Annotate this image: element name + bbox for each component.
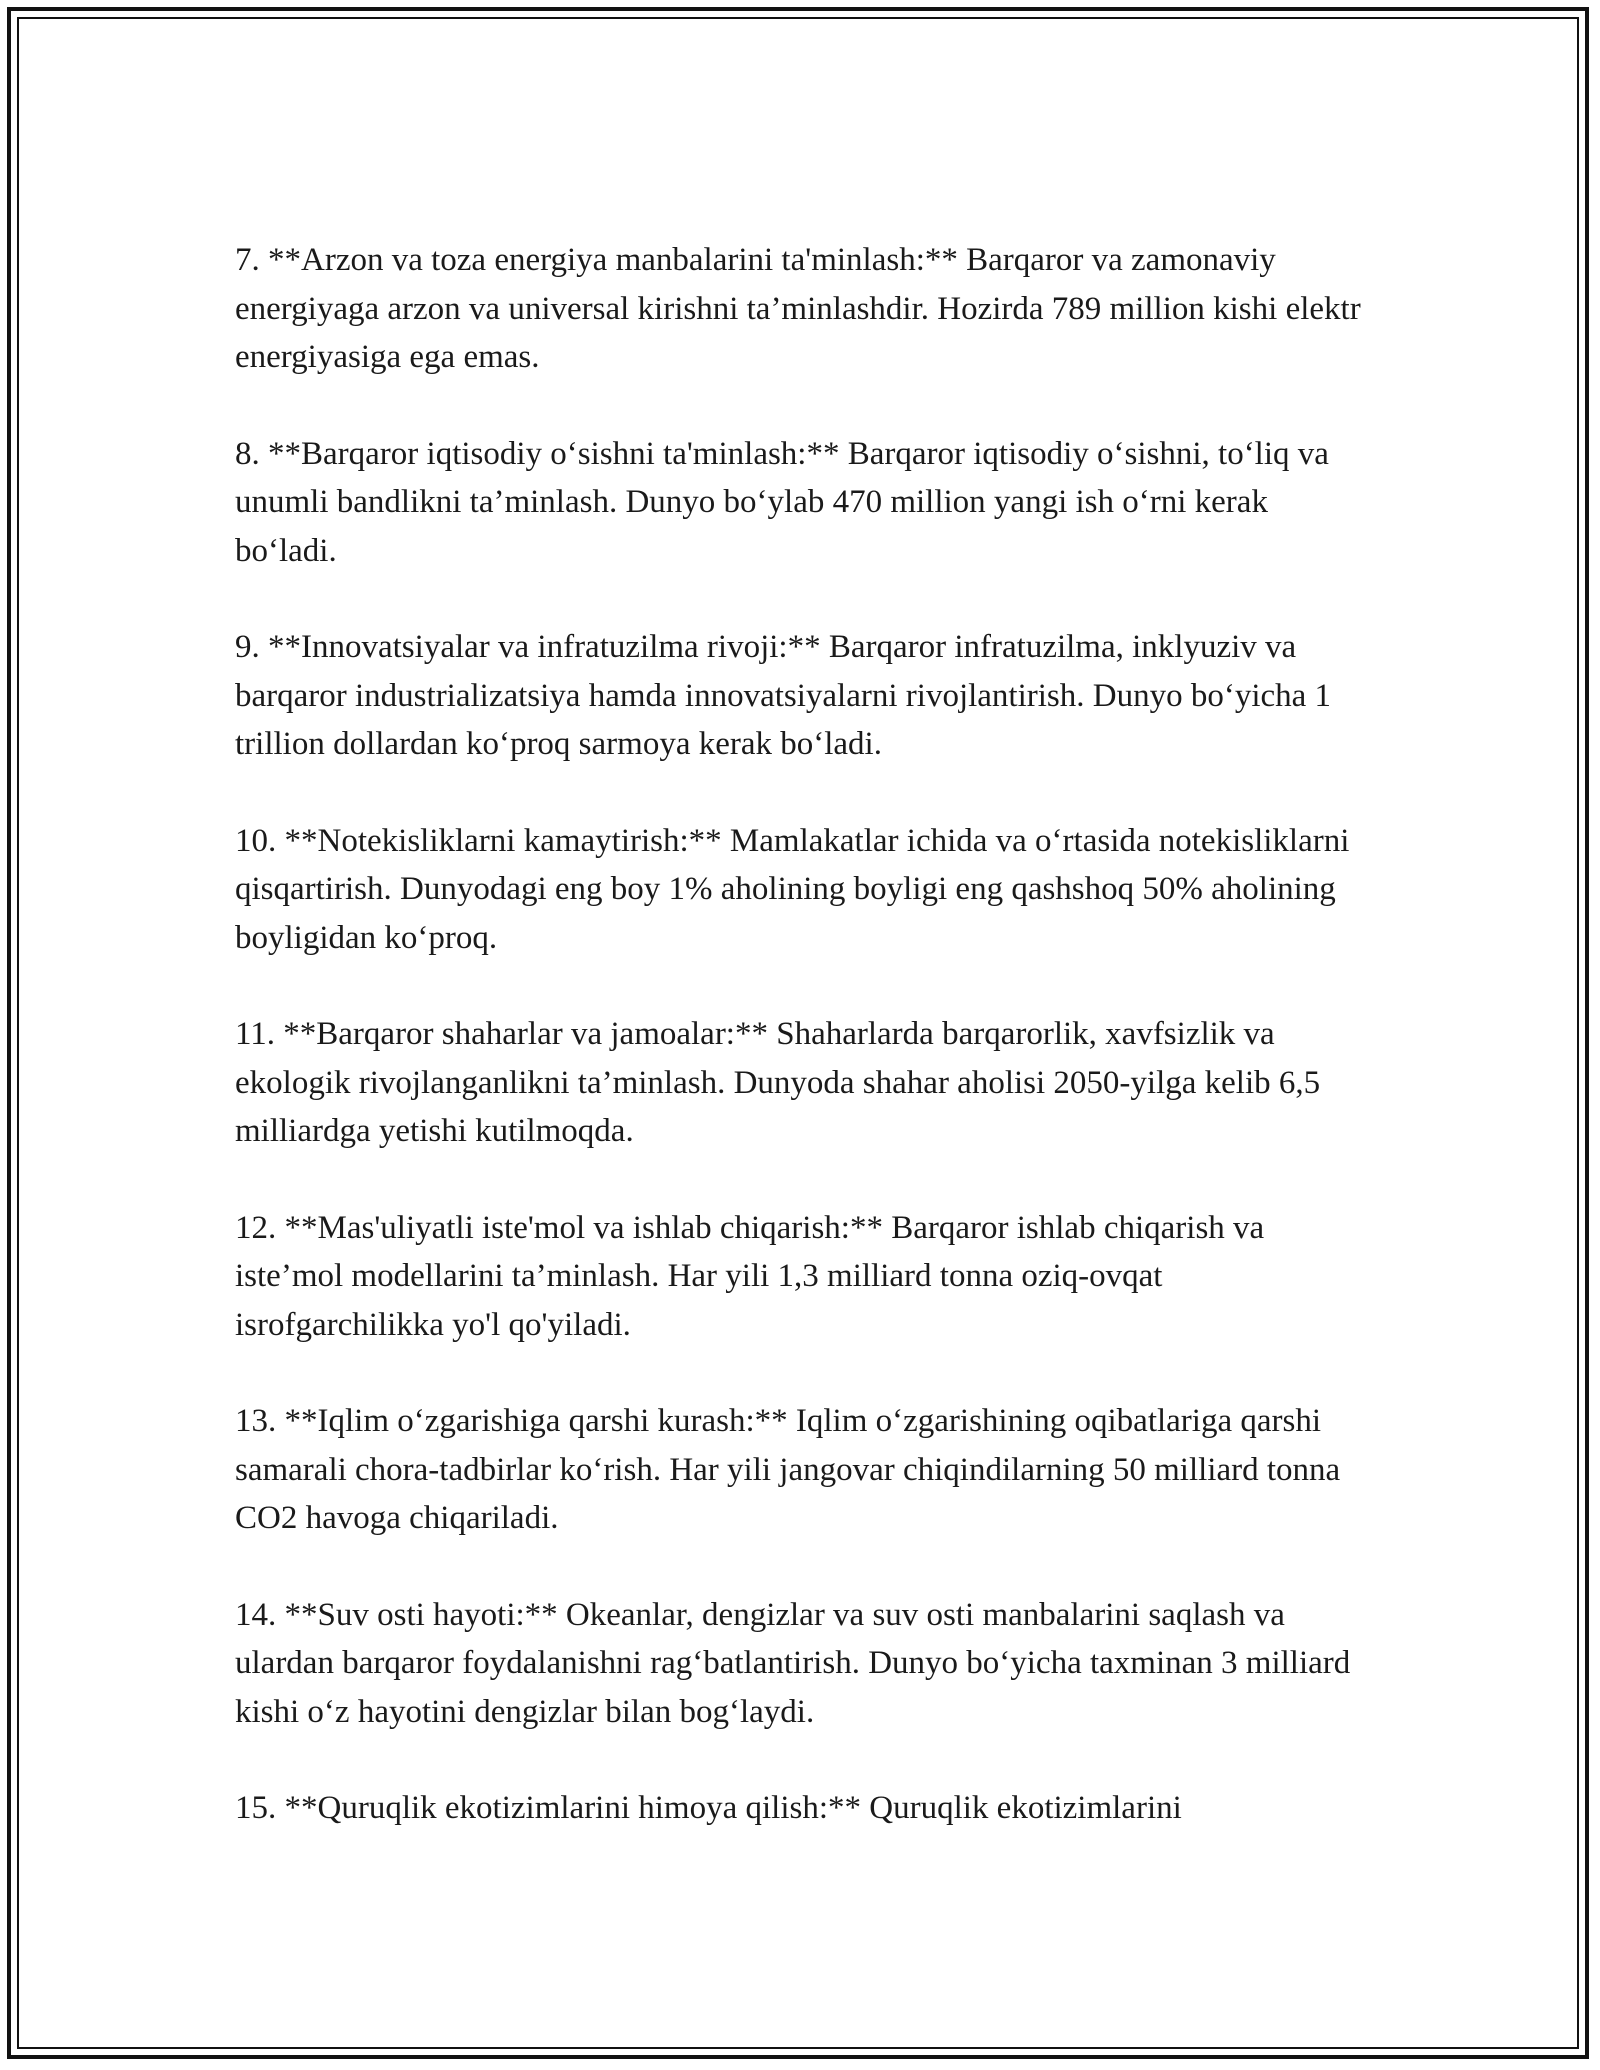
paragraph-goal-10: 10. **Notekisliklarni kamaytirish:** Mamlakatlar ichida va o‘rtasida notekisliklarni qisqartirish. Dunyodagi eng boy 1% aholining boyligi eng qashshoq 50% aholining boyligidan ko‘proq. [235,822,1350,956]
paragraph-goal-11: 11. **Barqaror shaharlar va jamoalar:** Shaharlarda barqarorlik, xavfsizlik va ekologik rivojlanganlikni ta’minlash. Dunyoda shahar aholisi 2050-yilga kelib 6,5 milliardga yetishi kutilmoqda. [235,1016,1321,1149]
document-body [235,236,1375,1833]
paragraph-goal-15: 15. **Quruqlik ekotizimlarini himoya qilish:** Quruqlik ekotizimlarini [235,1790,1182,1826]
paragraph-goal-14: 14. **Suv osti hayoti:** Okeanlar, dengizlar va suv osti manbalarini saqlash va ulardan barqaror foydalanishni rag‘batlantirish. Dunyo bo‘yicha taxminan 3 milliard kishi o‘z hayotini dengizlar bilan bog‘laydi. [235,1596,1351,1730]
paragraph-goal-12: 12. **Mas'uliyatli iste'mol va ishlab chiqarish:** Barqaror ishlab chiqarish va iste’mol modellarini ta’minlash. Har yili 1,3 milliard tonna oziq-ovqat isrofgarchilikka yo'l qo'yiladi. [235,1209,1265,1343]
paragraph-goal-13: 13. **Iqlim o‘zgarishiga qarshi kurash:** Iqlim o‘zgarishining oqibatlariga qarshi samarali chora-tadbirlar ko‘rish. Har yili jangovar chiqindilarning 50 milliard tonna CO2 havoga chiqariladi. [235,1403,1341,1536]
paragraph-goal-9: 9. **Innovatsiyalar va infratuzilma rivoji:** Barqaror infratuzilma, inklyuziv va barqaror industrializatsiya hamda innovatsiyalarni rivojlantirish. Dunyo bo‘yicha 1 trillion dollardan ko‘proq sarmoya kerak bo‘ladi. [235,629,1332,762]
paragraph-goal-7: 7. **Arzon va toza energiya manbalarini ta'minlash:** Barqaror va zamonaviy energiyaga arzon va universal kirishni ta’minlashdir. Hozirda 789 million kishi elektr energiyasiga ega emas. [235,242,1361,375]
paragraph-goal-8: 8. **Barqaror iqtisodiy o‘sishni ta'minlash:** Barqaror iqtisodiy o‘sishni, to‘liq va unumli bandlikni ta’minlash. Dunyo bo‘ylab 470 million yangi ish o‘rni kerak bo‘ladi. [235,435,1329,569]
